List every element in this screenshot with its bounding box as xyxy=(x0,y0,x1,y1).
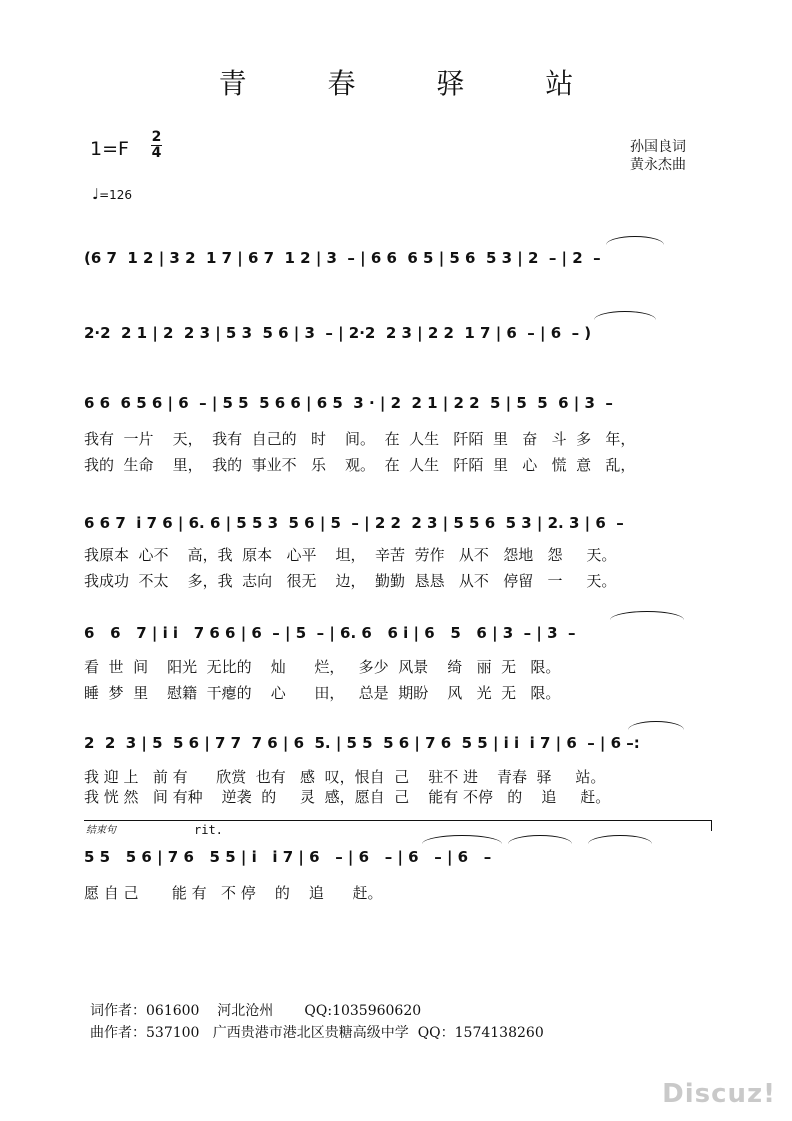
lyric-line: 我原本 心不 高，我 原本 心平 坦， 辛苦 劳作 从不 怨地 怨 天。 xyxy=(84,546,617,564)
tempo-marking xyxy=(92,185,132,203)
lyric-line: 我 恍 然 间 有种 逆袭 的 灵 感，愿自 己 能有 不停 的 追 赶。 xyxy=(84,788,611,806)
score-system-1 xyxy=(84,243,714,279)
notes-line: 6 6 6 5 6 | 6 – | 5 5 5 6 6 | 6 5 3 · | 2 2 1 | 2 2 5 | 5 5 6 | 3 – xyxy=(84,394,613,412)
slur-mark xyxy=(628,721,684,730)
lyricist-contact: 词作者：061600 河北沧州 QQ:1035960620 xyxy=(90,1003,422,1019)
score-system-3 xyxy=(84,388,714,424)
quarter-note-icon: ♩ xyxy=(92,185,100,203)
notes-line: 2·2 2 1 | 2 2 3 | 5 3 5 6 | 3 – | 2·2 2 3 | 2 2 1 7 | 6 – | 6 – ) xyxy=(84,324,592,342)
composer: 黄永杰曲 xyxy=(630,157,686,173)
ending-label: 结束句 xyxy=(86,825,116,836)
page-title: 青 春 驿 站 xyxy=(218,67,610,100)
slur-mark xyxy=(594,311,656,320)
lyric-line: 我 迎 上 前 有 欣赏 也有 感 叹，恨自 己 驻不 进 青春 驿 站。 xyxy=(84,768,606,786)
key-signature: 1=F xyxy=(90,138,129,160)
slur-mark xyxy=(422,835,502,844)
score-system-5 xyxy=(84,618,714,654)
composer-contact: 曲作者：537100 广西贵港市港北区贵糖高级中学 QQ：1574138260 xyxy=(90,1025,544,1041)
credits xyxy=(630,138,686,174)
notes-line: 5 5 5 6 | 7 6 5 5 | i i 7 | 6 – | 6 – | 6 – | 6 – xyxy=(84,848,492,866)
lyric-line: 看 世 间 阳光 无比的 灿 烂， 多少 风景 绮 丽 无 限。 xyxy=(84,658,561,676)
lyric-line: 睡 梦 里 慰籍 干瘪的 心 田， 总是 期盼 风 光 无 限。 xyxy=(84,684,561,702)
lyric-line: 我成功 不太 多，我 志向 很无 边， 勤勤 恳恳 从不 停留 一 天。 xyxy=(84,572,617,590)
slur-mark xyxy=(606,236,664,245)
slur-mark xyxy=(610,611,684,620)
slur-mark xyxy=(508,835,572,844)
lyric-line: 我有 一片 天， 我有 自己的 时 间。 在 人生 阡陌 里 奋 斗 多 年， xyxy=(84,430,636,448)
time-numerator: 2 xyxy=(151,129,162,145)
lyricist: 孙国良词 xyxy=(630,139,686,155)
lyric-line: 愿 自 己 能 有 不 停 的 追 赶。 xyxy=(84,884,383,902)
notes-line: (6 7 1 2 | 3 2 1 7 | 6 7 1 2 | 3 – | 6 6 6 5 | 5 6 5 3 | 2 – | 2 – xyxy=(84,249,601,267)
time-denominator: 4 xyxy=(151,145,162,161)
notes-line: 6 6 7 i 7 6 | 6. 6 | 5 5 3 5 6 | 5 – | 2 2 2 3 | 5 5 6 5 3 | 2. 3 | 6 – xyxy=(84,514,624,532)
watermark-logo: Discuz! xyxy=(662,1079,776,1109)
time-signature xyxy=(151,131,162,160)
lyric-line: 我的 生命 里， 我的 事业不 乐 观。 在 人生 阡陌 里 心 慌 意 乱， xyxy=(84,456,636,474)
score-system-2 xyxy=(84,318,714,354)
slur-mark xyxy=(588,835,652,844)
score-system-7 xyxy=(84,842,714,878)
notes-line: 6 6 7 | i i 7 6 6 | 6 – | 5 – | 6. 6 6 i | 6 5 6 | 3 – | 3 – xyxy=(84,624,576,642)
notes-line: 2 2 3 | 5 5 6 | 7 7 7 6 | 6 5. | 5 5 5 6 | 7 6 5 5 | i i i 7 | 6 – | 6 –: xyxy=(84,734,640,752)
ritardando-marking: rit. xyxy=(194,823,223,837)
score-system-6 xyxy=(84,728,714,764)
ending-bracket xyxy=(84,820,712,837)
tempo-value: =126 xyxy=(99,188,133,202)
score-system-4 xyxy=(84,508,714,544)
